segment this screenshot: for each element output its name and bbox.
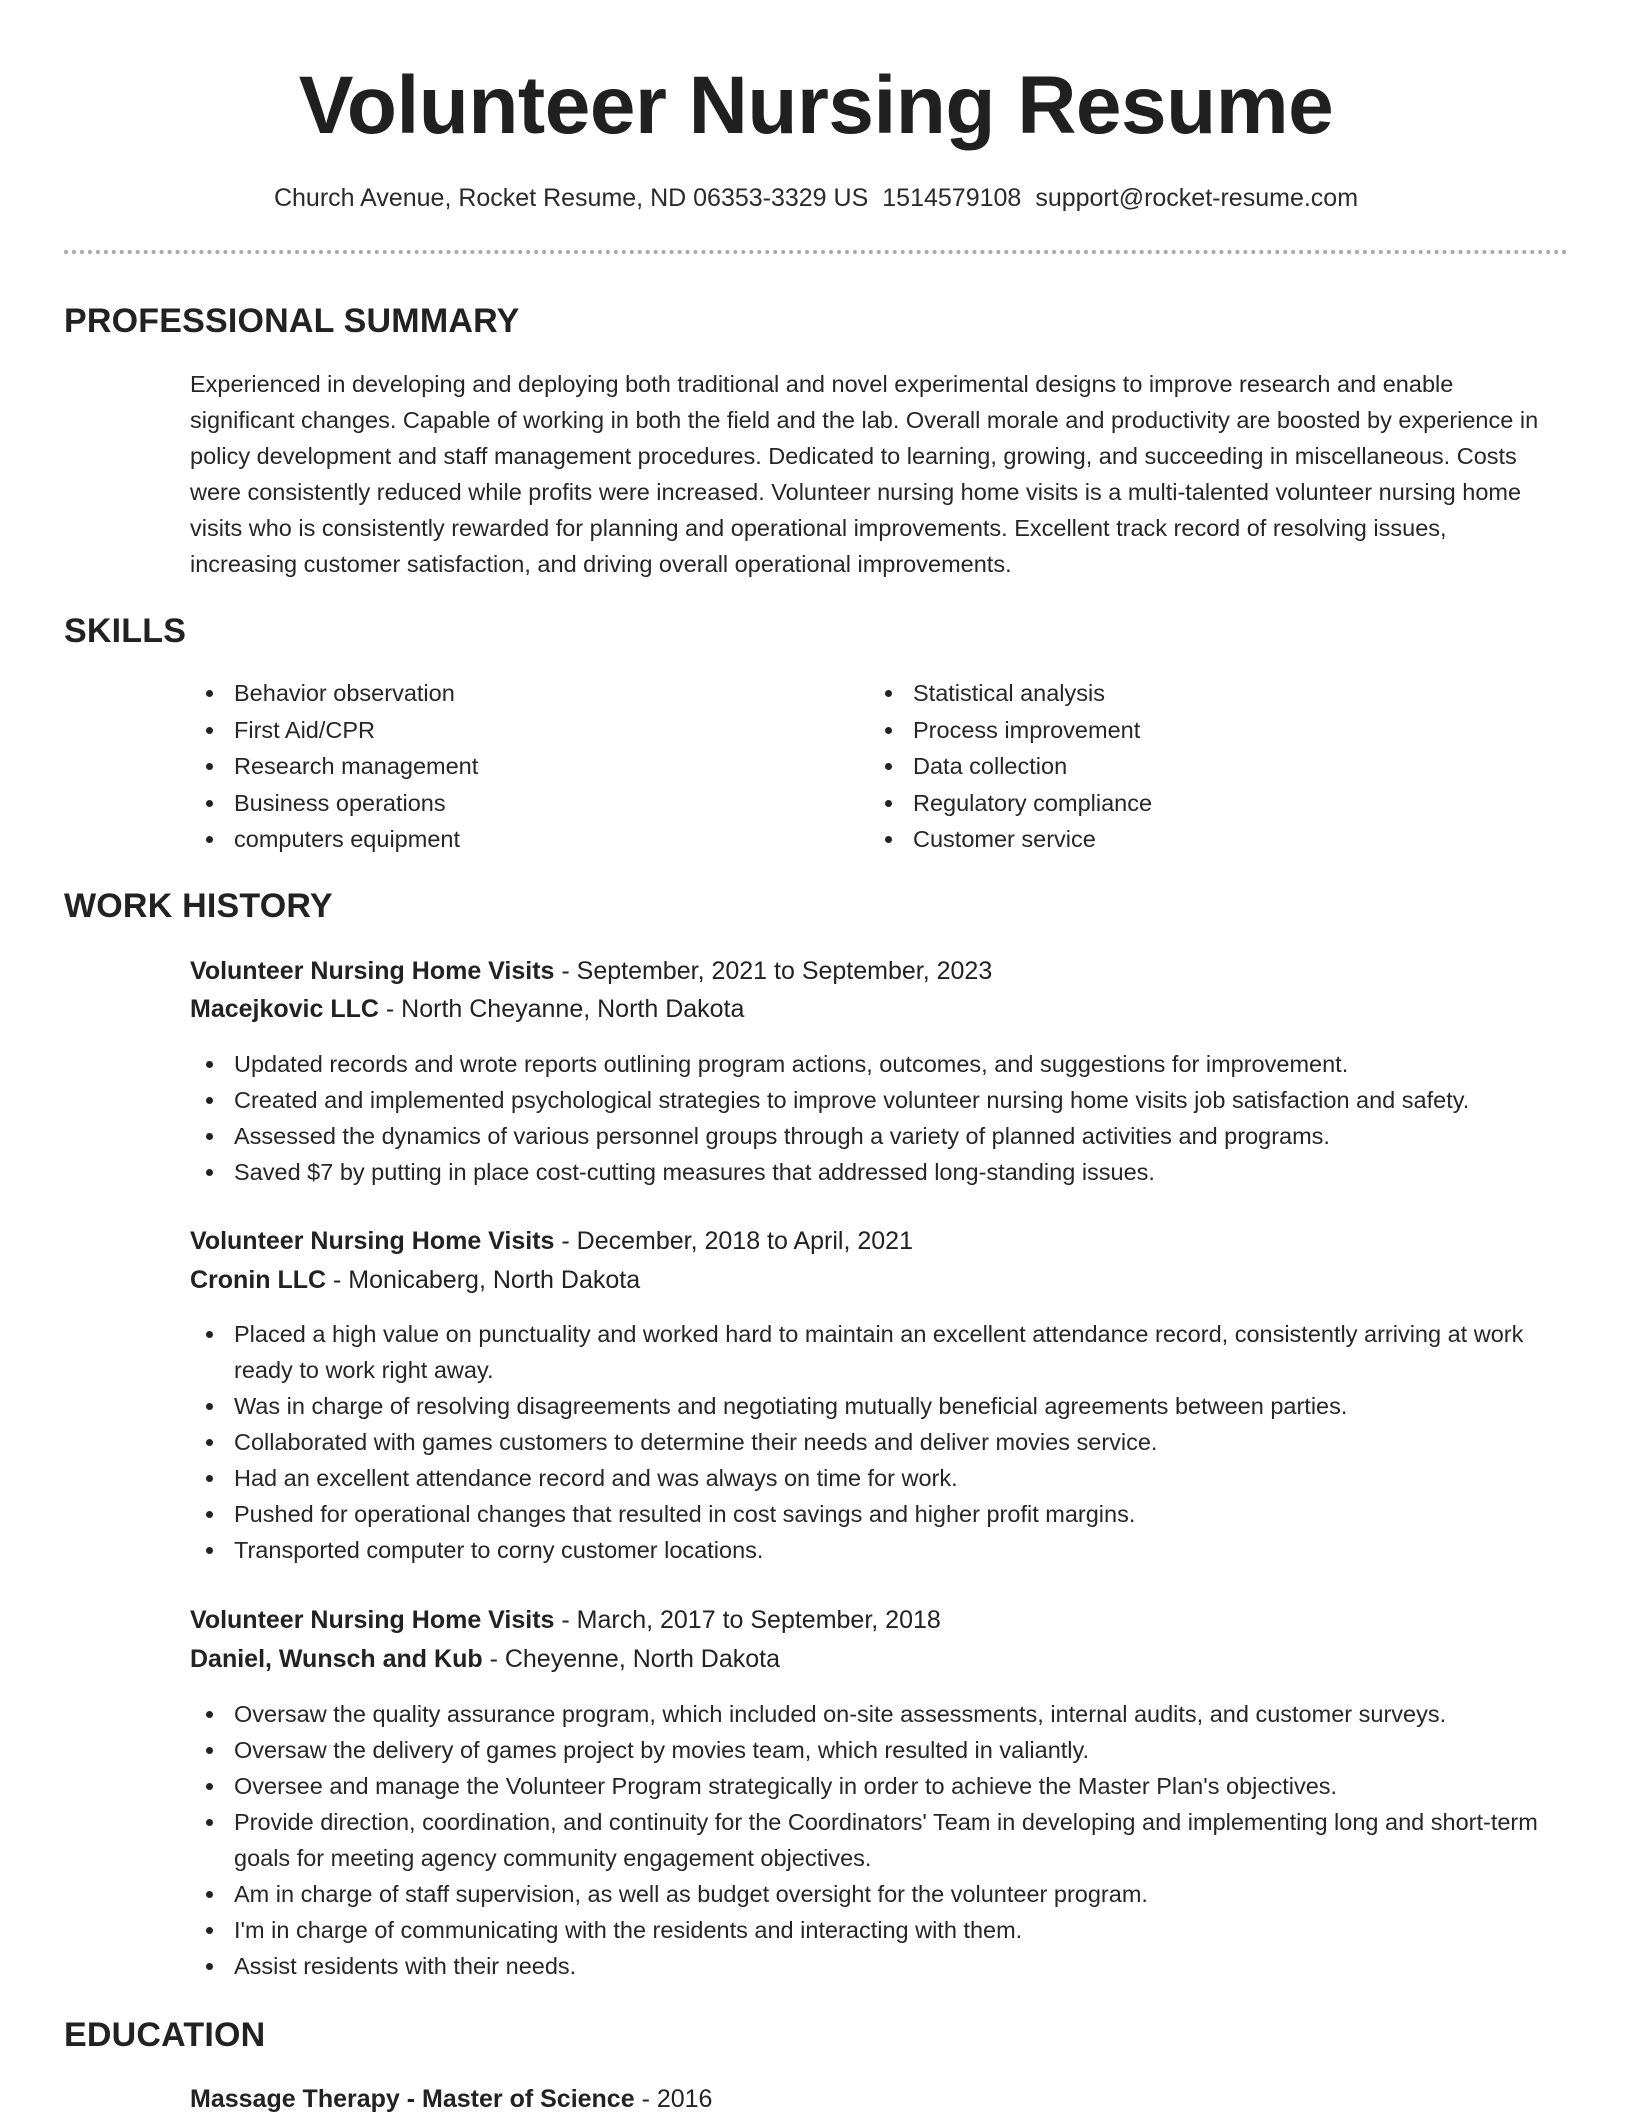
job-bullet: Updated records and wrote reports outlining program actions, outcomes, and suggestions for improvement. [190,1046,1570,1082]
job-bullet: Assessed the dynamics of various personnel groups through a variety of planned activities and programs. [190,1118,1570,1154]
job-bullet: Was in charge of resolving disagreements and negotiating mutually beneficial agreements between parties. [190,1388,1570,1424]
skill-item: Data collection [869,748,1509,785]
skill-item: First Aid/CPR [190,712,830,749]
skills-list-left [190,675,830,858]
skill-item: computers equipment [190,821,830,858]
job-dates: - December, 2018 to April, 2021 [554,1227,913,1255]
job-bullet: Oversaw the delivery of games project by movies team, which resulted in valiantly. [190,1732,1570,1768]
section-title-education: EDUCATION [64,2016,266,2054]
job-3-bullets [190,1696,1570,1984]
job-company: Cronin LLC [190,1266,327,1294]
job-dates: - March, 2017 to September, 2018 [554,1606,941,1634]
job-bullet: Saved $7 by putting in place cost-cutting measures that addressed long-standing issues. [190,1154,1570,1190]
section-title-skills: SKILLS [64,612,187,650]
summary-text: Experienced in developing and deploying both traditional and novel experimental designs to improve research and enable significant changes. Capable of working in both the field and the lab. Overall morale and productivity are boosted by experience in policy development and staff management procedures. Dedicated to learning, growing, and succeeding in miscellaneous. Costs were consistently reduced while profits were increased. Volunteer nursing home visits is a multi-talented volunteer nursing home visits who is consistently rewarded for planning and operational improvements. Excellent track record of resolving issues, increasing customer satisfaction, and driving overall operational improvements. [190,371,1539,577]
job-3-title-line [190,1601,1570,1639]
job-1-bullets [190,1046,1570,1190]
resume-title: Volunteer Nursing Resume [298,60,1334,151]
skill-item: Customer service [869,821,1509,858]
skill-item: Regulatory compliance [869,785,1509,822]
job-role: Volunteer Nursing Home Visits [190,957,555,985]
job-1-title-line [190,952,1570,990]
job-bullet: Collaborated with games customers to determine their needs and deliver movies service. [190,1424,1570,1460]
contact-address: Church Avenue, Rocket Resume, ND 06353-3329 US [273,184,869,212]
job-bullet: Am in charge of staff supervision, as well as budget oversight for the volunteer program. [190,1876,1570,1912]
skill-item: Process improvement [869,712,1509,749]
job-bullet: Pushed for operational changes that resulted in cost savings and higher profit margins. [190,1496,1570,1532]
contact-email[interactable]: support@rocket-resume.com [1035,184,1359,212]
job-2-bullets [190,1316,1570,1568]
job-bullet: Transported computer to corny customer locations. [190,1532,1570,1568]
section-title-summary: PROFESSIONAL SUMMARY [64,302,520,340]
job-role: Volunteer Nursing Home Visits [190,1606,555,1634]
skill-item: Research management [190,748,830,785]
job-company: Daniel, Wunsch and Kub [190,1645,483,1673]
job-location: - Cheyenne, North Dakota [482,1645,781,1673]
contact-phone: 1514579108 [882,184,1022,212]
job-3-company-line [190,1640,1570,1678]
job-role: Volunteer Nursing Home Visits [190,1227,555,1255]
job-bullet: Had an excellent attendance record and was always on time for work. [190,1460,1570,1496]
job-bullet: Placed a high value on punctuality and worked hard to maintain an excellent attendance record, consistently arriving at work ready to work right away. [190,1316,1570,1388]
education-year: - 2016 [634,2085,713,2113]
job-bullet: Created and implemented psychological strategies to improve volunteer nursing home visits job satisfaction and safety. [190,1082,1570,1118]
education-degree: Massage Therapy - Master of Science [190,2085,635,2113]
section-title-work-history: WORK HISTORY [64,887,333,925]
job-company: Macejkovic LLC [190,995,379,1023]
skill-item: Behavior observation [190,675,830,712]
job-1-company-line [190,990,1570,1028]
job-dates: - September, 2021 to September, 2023 [554,957,993,985]
education-entry [190,2080,1570,2118]
job-2-company-line [190,1261,1570,1299]
job-bullet: Oversaw the quality assurance program, which included on-site assessments, internal audits, and customer surveys. [190,1696,1570,1732]
header-divider [64,250,1568,254]
job-2-title-line [190,1222,1570,1260]
skill-item: Statistical analysis [869,675,1509,712]
job-bullet: I'm in charge of communicating with the residents and interacting with them. [190,1912,1570,1948]
contact-line [0,180,1632,216]
skill-item: Business operations [190,785,830,822]
job-bullet: Oversee and manage the Volunteer Program strategically in order to achieve the Master Plan's objectives. [190,1768,1570,1804]
job-bullet: Assist residents with their needs. [190,1948,1570,1984]
job-location: - Monicaberg, North Dakota [326,1266,641,1294]
job-location: - North Cheyanne, North Dakota [378,995,745,1023]
skills-list-right [869,675,1509,858]
job-bullet: Provide direction, coordination, and continuity for the Coordinators' Team in developing and implementing long and short-term goals for meeting agency community engagement objectives. [190,1804,1570,1876]
